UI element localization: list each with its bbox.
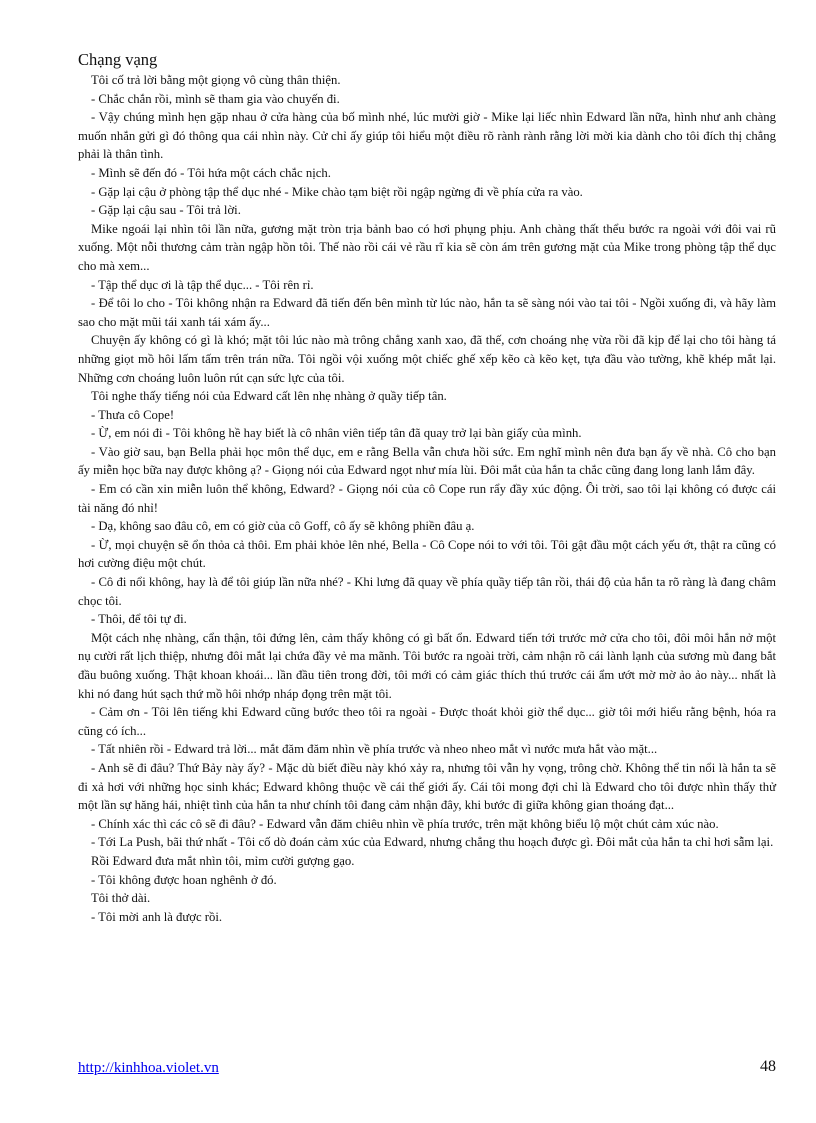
- paragraph: - Cảm ơn - Tôi lên tiếng khi Edward cũng bước theo tôi ra ngoài - Được thoát khỏi giờ thể dục... giờ tôi mới hiểu rằng bệnh, hóa ra cũng có ích...: [78, 705, 776, 738]
- paragraph: - Anh sẽ đi đâu? Thứ Bảy này ấy? - Mặc dù biết điều này khó xảy ra, nhưng tôi vẫn hy vọng, trông chờ. Không thể tin nổi là hắn ta sẽ đi xả hơi với những học sinh khác; Edward không thuộc về cái thế giới ấy. Cái tôi mong đợi chỉ là Edward cho tôi được nhìn thấy thử một lần sự hăng hái, nhiệt tình của hắn ta như chính tôi đang cảm nhận đây, khi bước đi giữa không gian thoáng đạt...: [78, 760, 776, 813]
- paragraph: - Tất nhiên rồi - Edward trả lời... mắt đăm đăm nhìn về phía trước và nheo nheo mắt vì nước mưa hắt vào mặt...: [91, 742, 658, 757]
- paragraph: Mike ngoái lại nhìn tôi lần nữa, gương mặt tròn trịa bảnh bao có hơi phụng phịu. Anh chàng thất thểu bước ra ngoài với đôi vai rũ xuống. Một nỗi thương cảm tràn ngập hồn tôi. Thế nào rồi cái vẻ rầu rĩ kia sẽ còn ám trên gương mặt của Mike trong phòng tập thể dục cho mà xem...: [78, 221, 776, 273]
- paragraph: - Gặp lại cậu ở phòng tập thể dục nhé - Mike chào tạm biệt rồi ngập ngừng đi về phía cửa ra vào.: [91, 184, 583, 199]
- paragraph: - Tập thể dục ơi là tập thể dục... - Tôi rên rỉ.: [91, 277, 314, 292]
- paragraph: - Mình sẽ đến đó - Tôi hứa một cách chắc nịch.: [91, 165, 331, 180]
- body-text: [78, 71, 776, 926]
- chapter-title: Chạng vạng: [78, 50, 158, 69]
- paragraph: Một cách nhẹ nhàng, cẩn thận, tôi đứng lên, cảm thấy không có gì bất ổn. Edward tiến tới trước mở cửa cho tôi, đôi môi hắn nở một nụ cười rất lịch thiệp, nhưng đôi mắt lại chứa đầy vẻ ma mãnh. Tôi bước ra ngoài trời, cảm nhận rõ cái lành lạnh của sương mù đang bắt đầu buông xuống. Thật khoan khoái... lần đầu tiên trong đời, tôi mới có cảm giác thích thú trước cái ẩm ướt mờ mờ ảo ảo này... nhất là khi nó đang hút sạch thứ mồ hôi nhớp nháp đọng trên mặt tôi.: [78, 630, 776, 701]
- paragraph: - Vào giờ sau, bạn Bella phải học môn thể dục, em e rằng Bella vẫn chưa hồi sức. Em nghĩ mình nên đưa bạn ấy về nhà. Cô cho bạn ấy miễn học bữa nay được không ạ? - Giọng nói của Edward ngọt như mía lùi. Đôi mắt của hắn ta chắc cũng đang long lanh lắm đây.: [78, 444, 776, 478]
- document-page: [78, 50, 776, 926]
- paragraph: - Gặp lại cậu sau - Tôi trả lời.: [91, 203, 241, 218]
- paragraph: - Tôi không được hoan nghênh ở đó.: [91, 872, 277, 887]
- paragraph: - Dạ, không sao đâu cô, em có giờ của cô Goff, cô ấy sẽ không phiền đâu ạ.: [91, 519, 475, 534]
- paragraph: - Chắc chắn rồi, mình sẽ tham gia vào chuyến đi.: [91, 91, 340, 106]
- paragraph: Tôi cố trả lời bằng một giọng vô cùng thân thiện.: [91, 73, 341, 87]
- paragraph: Chuyện ấy không có gì là khó; mặt tôi lúc nào mà trông chẳng xanh xao, đã thế, cơn choáng nhẹ vừa rồi đã kịp để lại cho tôi hàng tá những giọt mồ hôi lấm tấm trên trán nữa. Tôi ngồi vội xuống một chiếc ghế xếp kẽo cà kẽo kẹt, tựa đầu vào tường, khẽ khép mắt lại. Những cơn choáng luôn luôn rút cạn sức lực của tôi.: [78, 333, 776, 385]
- paragraph: - Tôi mời anh là được rồi.: [91, 909, 223, 924]
- paragraph: - Tới La Push, bãi thứ nhất - Tôi cố dò đoán cảm xúc của Edward, nhưng chẳng thu hoạch được gì. Đôi mắt của hắn ta chỉ hơi sẫm lại.: [91, 835, 774, 850]
- footer-link[interactable]: http://kinhhoa.violet.vn: [78, 1060, 219, 1076]
- paragraph: Tôi thở dài.: [91, 891, 151, 906]
- paragraph: - Chính xác thì các cô sẽ đi đâu? - Edward vẫn đăm chiêu nhìn về phía trước, trên mặt không biểu lộ một chút cảm xúc nào.: [91, 816, 719, 831]
- paragraph: - Ừ, mọi chuyện sẽ ổn thỏa cả thôi. Em phải khỏe lên nhé, Bella - Cô Cope nói to với tôi. Tôi gật đầu một cách yếu ớt, thật ra cũng có hơi cường điệu một chút.: [78, 537, 776, 571]
- page-footer: [78, 1058, 776, 1082]
- paragraph: - Để tôi lo cho - Tôi không nhận ra Edward đã tiến đến bên mình từ lúc nào, hắn ta sẽ sàng nói vào tai tôi - Ngồi xuống đi, và hãy làm sao cho mặt mũi tái xanh tái xám ấy...: [78, 296, 776, 329]
- paragraph: - Cô đi nổi không, hay là để tôi giúp lần nữa nhé? - Khi lưng đã quay về phía quầy tiếp tân rồi, thái độ của hắn ta rõ ràng là đang châm chọc tôi.: [78, 575, 776, 608]
- paragraph: - Ừ, em nói đi - Tôi không hề hay biết là cô nhân viên tiếp tân đã quay trở lại bàn giấy của mình.: [91, 426, 582, 441]
- paragraph: - Vậy chúng mình hẹn gặp nhau ở cửa hàng của bố mình nhé, lúc mười giờ - Mike lại liếc nhìn Edward lần nữa, hình như anh chàng muốn nhắn gửi gì đó thông qua cái nhìn này. Cử chỉ ấy giúp tôi hiểu một điều rõ rành rành rằng lời mời kia dành cho tôi đích thị chẳng phải là thân tình.: [78, 110, 776, 162]
- paragraph: - Thôi, để tôi tự đi.: [91, 612, 187, 627]
- paragraph: - Em có cần xin miễn luôn thể không, Edward? - Giọng nói của cô Cope run rẩy đầy xúc động. Ôi trời, sao tôi lại không có được cái tài năng đó nhỉ!: [78, 482, 776, 515]
- paragraph: Tôi nghe thấy tiếng nói của Edward cất lên nhẹ nhàng ở quầy tiếp tân.: [91, 389, 447, 404]
- paragraph: - Thưa cô Cope!: [91, 407, 175, 422]
- page-number: 48: [760, 1058, 776, 1075]
- paragraph: Rồi Edward đưa mắt nhìn tôi, mỉm cười gượng gạo.: [91, 853, 355, 868]
